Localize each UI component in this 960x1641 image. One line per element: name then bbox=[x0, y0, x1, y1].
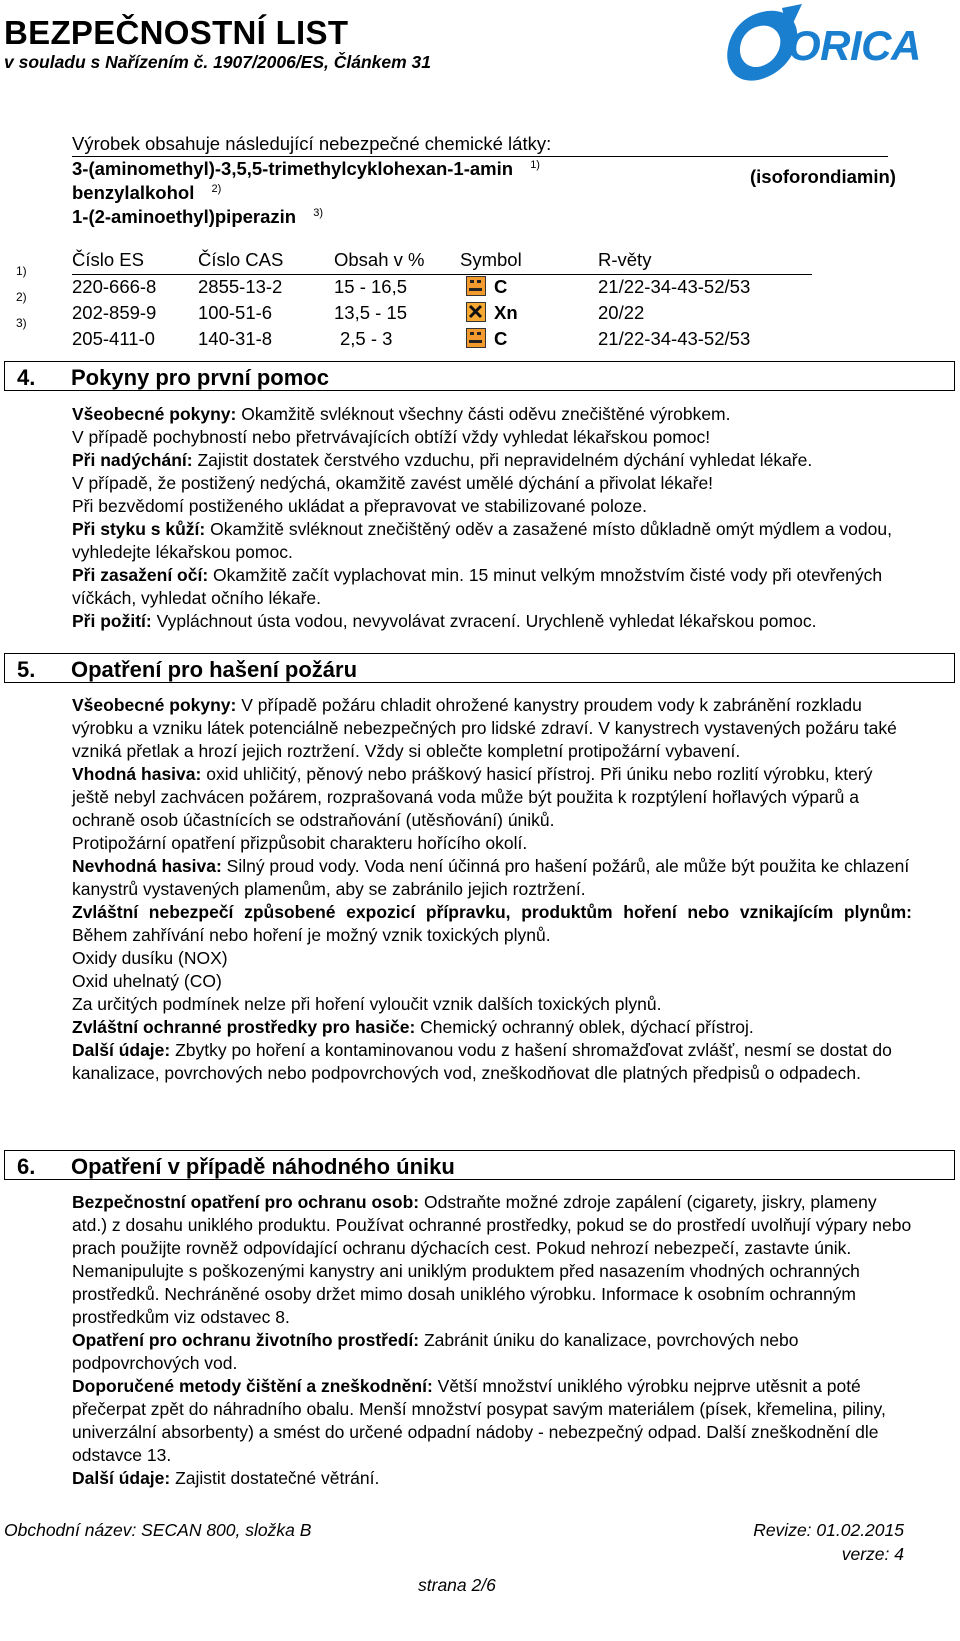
substance-3 bbox=[72, 206, 323, 228]
cell-content: 2,5 - 3 bbox=[340, 328, 393, 349]
paragraph: Při nadýchání: Zajistit dostatek čerstvého vzduchu, při nepravidelném dýchání vyhledat lékaře. bbox=[72, 450, 813, 470]
table-row bbox=[0, 290, 960, 328]
paragraph: Všeobecné pokyny: V případě požáru chladit ohrožené kanystry proudem vody k zabránění rozkladu výrobku a vzniku látek potenciálně nebezpečných pro lidské zdraví. V kanystrech vystavených požáru také vzniká přetlak a hrozí jejich roztržení. Vždy si oblečte kompletní protipožární vybavení. bbox=[72, 695, 897, 761]
paragraph: Oxid uhelnatý (CO) bbox=[72, 971, 222, 991]
paragraph: Za určitých podmínek nelze při hoření vyloučit vznik dalších toxických plynů. bbox=[72, 994, 662, 1014]
paragraph: Při bezvědomí postiženého ukládat a přepravovat ve stabilizované poloze. bbox=[72, 496, 647, 516]
paragraph: Bezpečnostní opatření pro ochranu osob: Odstraňte možné zdroje zapálení (cigarety, jiskry, plameny atd.) z dosahu uniklého produktu. Používat ochranné prostředky, pokud se do prostředí uvolňují výpary nebo prach použijte rovněž odpovídající ochranu dýchacích cest. Pokud nehrozí nebezpečí, zastavte únik. Nemanipulujte s poškozenými kanystry ani uniklým produktem před nasazením vhodných ochranných prostředků. Nechráněné osoby držet mimo dosah uniklého výrobku. Informace k osobním ochranným prostředkům viz odstavec 8. bbox=[72, 1192, 912, 1327]
footer-version: verze: 4 bbox=[841, 1544, 904, 1564]
document-subtitle: v souladu s Nařízením č. 1907/2006/ES, Článkem 31 bbox=[4, 52, 432, 72]
footer-revision: Revize: 01.02.2015 bbox=[753, 1520, 904, 1540]
col-header-symbol: Symbol bbox=[460, 249, 522, 270]
composition-table-header bbox=[72, 249, 812, 275]
section-6-body bbox=[72, 1191, 912, 1490]
cell-symbol: C bbox=[494, 328, 508, 349]
section-number: 5. bbox=[17, 657, 36, 682]
substance-1 bbox=[72, 158, 540, 180]
section-title: Opatření pro hašení požáru bbox=[71, 657, 358, 682]
col-header-cas: Číslo CAS bbox=[198, 249, 284, 270]
section-number: 6. bbox=[17, 1154, 36, 1179]
harmful-icon bbox=[466, 302, 486, 322]
substance-synonym: (isoforondiamin) bbox=[750, 166, 896, 187]
cell-cas: 2855-13-2 bbox=[198, 276, 283, 297]
paragraph: Další údaje: Zbytky po hoření a kontaminovanou vodu z hašení shromažďovat zvlášť, nesmí se dostat do kanalizace, povrchových nebo podpovrchových vod, zneškodňovat dle platných předpisů o odpadech. bbox=[72, 1040, 892, 1083]
cell-content: 15 - 16,5 bbox=[334, 276, 408, 297]
section-title: Opatření v případě náhodného úniku bbox=[71, 1154, 455, 1179]
cell-content: 13,5 - 15 bbox=[334, 302, 408, 323]
corrosive-icon bbox=[466, 276, 486, 296]
paragraph: Oxidy dusíku (NOX) bbox=[72, 948, 228, 968]
section-title: Pokyny pro první pomoc bbox=[71, 365, 329, 390]
section-6-header bbox=[4, 1150, 955, 1180]
composition-title: Výrobek obsahuje následující nebezpečné chemické látky: bbox=[72, 133, 888, 157]
table-row bbox=[0, 316, 960, 354]
substance-name: 1-(2-aminoethyl)piperazin bbox=[72, 206, 297, 227]
substance-ref: 1) bbox=[530, 158, 540, 171]
paragraph: V případě, že postižený nedýchá, okamžitě zavést umělé dýchání a přivolat lékaře! bbox=[72, 473, 714, 493]
orica-logo-text: ORICA bbox=[788, 22, 921, 69]
section-4-body bbox=[72, 403, 912, 633]
paragraph: Všeobecné pokyny: Okamžitě svléknout všechny části oděvu znečištěné výrobkem. bbox=[72, 404, 731, 424]
row-ref: 1) bbox=[16, 264, 27, 278]
col-header-es: Číslo ES bbox=[72, 249, 144, 270]
paragraph: Při styku s kůží: Okamžitě svléknout znečištěný oděv a zasažené místo důkladně omýt mýdlem a vodou, vyhledejte lékařskou pomoc. bbox=[72, 519, 892, 562]
paragraph: Zvláštní ochranné prostředky pro hasiče: Chemický ochranný oblek, dýchací přístroj. bbox=[72, 1017, 754, 1037]
cell-r: 21/22-34-43-52/53 bbox=[598, 328, 751, 349]
table-row bbox=[0, 264, 960, 302]
section-number: 4. bbox=[17, 365, 36, 390]
paragraph: Zvláštní nebezpečí způsobené expozicí přípravku, produktům hoření nebo vznikajícím plynům: Během zahřívání nebo hoření je možný vznik toxických plynů. bbox=[72, 902, 912, 945]
substance-2 bbox=[72, 182, 221, 204]
cell-es: 220-666-8 bbox=[72, 276, 157, 297]
section-5-header bbox=[4, 653, 955, 683]
paragraph: Vhodná hasiva: oxid uhličitý, pěnový nebo práškový hasicí přístroj. Při úniku nebo rozlití výrobku, který ještě nebyl zachvácen požárem, rozprašovaná voda může být použita k rozptýlení hořlavých výparů a ochraně osob účastnících se odstraňování (utěsňování) úniků. bbox=[72, 764, 873, 830]
paragraph: Opatření pro ochranu životního prostředí: Zabránit úniku do kanalizace, povrchových nebo podpovrchových vod. bbox=[72, 1330, 799, 1373]
footer-page-number: strana 2/6 bbox=[418, 1575, 496, 1595]
substance-ref: 3) bbox=[313, 206, 324, 219]
substance-ref: 2) bbox=[211, 182, 222, 195]
footer-product: Obchodní název: SECAN 800, složka B bbox=[4, 1520, 312, 1540]
cell-r: 20/22 bbox=[598, 302, 645, 323]
substance-name: 3-(aminomethyl)-3,5,5-trimethylcyklohexan-1-amin bbox=[72, 158, 514, 179]
cell-es: 202-859-9 bbox=[72, 302, 157, 323]
paragraph: Nevhodná hasiva: Silný proud vody. Voda není účinná pro hašení požárů, ale může být použita ke chlazení kanystrů vystavených plamenům, aby se zabránilo jejich roztržení. bbox=[72, 856, 910, 899]
paragraph: Doporučené metody čištění a zneškodnění: Větší množství uniklého výrobku nejprve utěsnit a poté přečerpat zpět do náhradního obalu. Menší množství posypat savým materiálem (písek, křemelina, piliny, univerzální absorbenty) a smést do určené odpadní nádoby - nebezpečný odpad. Další zneškodnění dle odstavce 13. bbox=[72, 1376, 886, 1465]
paragraph: Protipožární opatření přizpůsobit charakteru hořícího okolí. bbox=[72, 833, 528, 853]
col-header-content: Obsah v % bbox=[334, 249, 425, 270]
cell-symbol: C bbox=[494, 276, 508, 297]
substance-name: benzylalkohol bbox=[72, 182, 195, 203]
section-5-body bbox=[72, 694, 912, 1085]
row-ref: 3) bbox=[16, 316, 27, 330]
cell-cas: 100-51-6 bbox=[198, 302, 273, 323]
cell-cas: 140-31-8 bbox=[198, 328, 273, 349]
col-header-r: R-věty bbox=[598, 249, 652, 270]
paragraph: V případě pochybností nebo přetrvávajících obtíží vždy vyhledat lékařskou pomoc! bbox=[72, 427, 711, 447]
paragraph: Další údaje: Zajistit dostatečné větrání. bbox=[72, 1468, 380, 1488]
paragraph: Při požití: Vypláchnout ústa vodou, nevyvolávat zvracení. Urychleně vyhledat lékařskou pomoc. bbox=[72, 611, 817, 631]
paragraph: Při zasažení očí: Okamžitě začít vyplachovat min. 15 minut velkým množstvím čisté vody při otevřených víčkách, vyhledat očního lékaře. bbox=[72, 565, 883, 608]
corrosive-icon bbox=[466, 328, 486, 348]
section-4-header bbox=[4, 361, 955, 391]
cell-r: 21/22-34-43-52/53 bbox=[598, 276, 751, 297]
row-ref: 2) bbox=[16, 290, 27, 304]
cell-es: 205-411-0 bbox=[72, 328, 155, 349]
cell-symbol: Xn bbox=[494, 302, 518, 323]
document-title: BEZPEČNOSTNÍ LIST bbox=[4, 14, 349, 51]
